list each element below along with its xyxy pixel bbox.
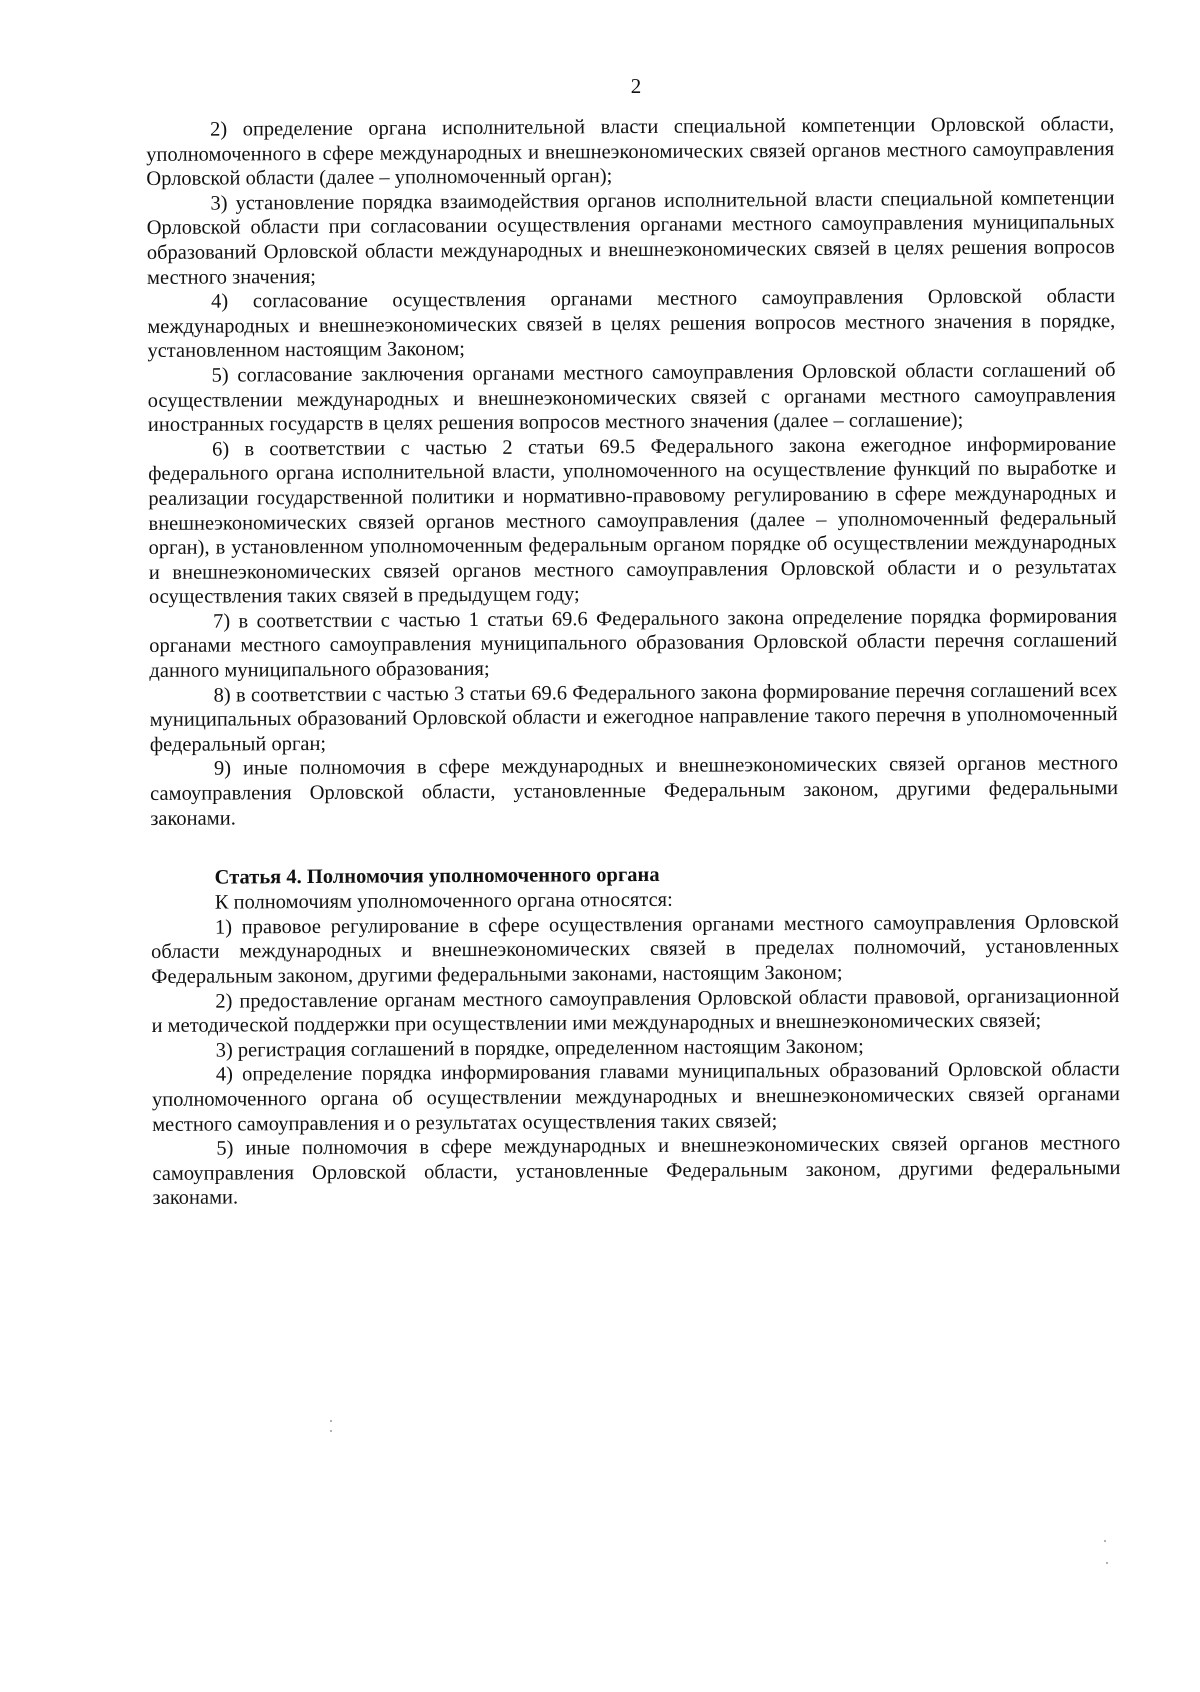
paragraph-item-6: 6) в соответствии с частью 2 статьи 69.5 Федерального закона ежегодное информирование федерального органа исполнительной власти, уполномоченного на осуществление функций по выработке и реализации государственной политики и нормативно-правовому регулированию в сфере международных и внешнеэкономических связей органов местного самоуправления (далее – уполномоченный федеральный орган), в установленном уполномоченным федеральным органом порядке об осуществлении международных и внешнеэкономических связей органов местного самоуправления Орловской области и о результатах осуществления таких связей в предыдущем году; <box>148 432 1117 609</box>
paragraph-item-8: 8) в соответствии с частью 3 статьи 69.6 Федерального закона формирование перечня соглашений всех муниципальных образований Орловской области и ежегодное направление такого перечня в уполномоченный федеральный орган; <box>149 678 1118 756</box>
article-item-3: 3) регистрация соглашений в порядке, определенном настоящим Законом; <box>215 1035 864 1062</box>
paragraph-item-4: 4) согласование осуществления органами местного самоуправления Орловской области международных и внешнеэкономических связей в целях решения вопросов местного значения в порядке, установленном настоящим Законом; <box>147 285 1116 363</box>
paragraph-item-7: 7) в соответствии с частью 1 статьи 69.6 Федерального закона определение порядка формирования органами местного самоуправления муниципального образования Орловской области перечня соглашений данного муниципального образования; <box>149 604 1118 683</box>
paragraph-item-9: 9) иные полномочия в сфере международных и внешнеэкономических связей органов местного самоуправления Орловской области, установленные Федеральным законом, другими федеральными законами. <box>150 752 1119 830</box>
scan-speck <box>330 1420 332 1422</box>
paragraph-item-5: 5) согласование заключения органами местного самоуправления Орловской области соглашений об осуществлении международных и внешнеэкономических связей с органами местного самоуправления иностранных государств в целях решения вопросов местного значения (далее – соглашение); <box>147 359 1116 437</box>
article-item-1: 1) правовое регулирование в сфере осуществления органами местного самоуправления Орловской области международных и внешнеэкономических связей в пределах полномочий, установленных Федеральным законом, другими федеральными законами, настоящим Законом; <box>151 910 1120 988</box>
scan-speck <box>1104 1540 1106 1542</box>
article-item-4: 4) определение порядка информирования главами муниципальных образований Орловской области уполномоченного органа об осуществлении международных и внешнеэкономических связей органами местного самоуправления и о результатах осуществления таких связей; <box>151 1058 1121 1136</box>
article-item-2: 2) предоставление органам местного самоуправления Орловской области правовой, организационной и методической поддержки при осуществлении ими международных и внешнеэкономических связей; <box>151 984 1120 1038</box>
scan-speck <box>330 1430 332 1432</box>
paragraph-item-3: 3) установление порядка взаимодействия органов исполнительной власти специальной компетенции Орловской области при согласовании осуществления органами местного самоуправления муниципальных образований Орловской области международных и внешнеэкономических связей в целях решения вопросов местного значения; <box>146 186 1115 289</box>
scan-speck <box>1106 1562 1108 1564</box>
page-number: 2 <box>630 74 642 98</box>
paragraph-item-2: 2) определение органа исполнительной власти специальной компетенции Орловской области, уполномоченного в сфере международных и внешнеэкономических связей органов местного самоуправления Орловской области (далее – уполномоченный орган); <box>146 113 1115 191</box>
article-intro: К полномочиям уполномоченного органа относятся: <box>214 889 673 914</box>
document-body <box>146 112 1121 1211</box>
article-item-5: 5) иные полномочия в сфере международных и внешнеэкономических связей органов местного самоуправления Орловской области, установленные Федеральным законом, другими федеральными законами. <box>152 1132 1121 1210</box>
article-heading: Статья 4. Полномочия уполномоченного органа <box>214 864 660 889</box>
